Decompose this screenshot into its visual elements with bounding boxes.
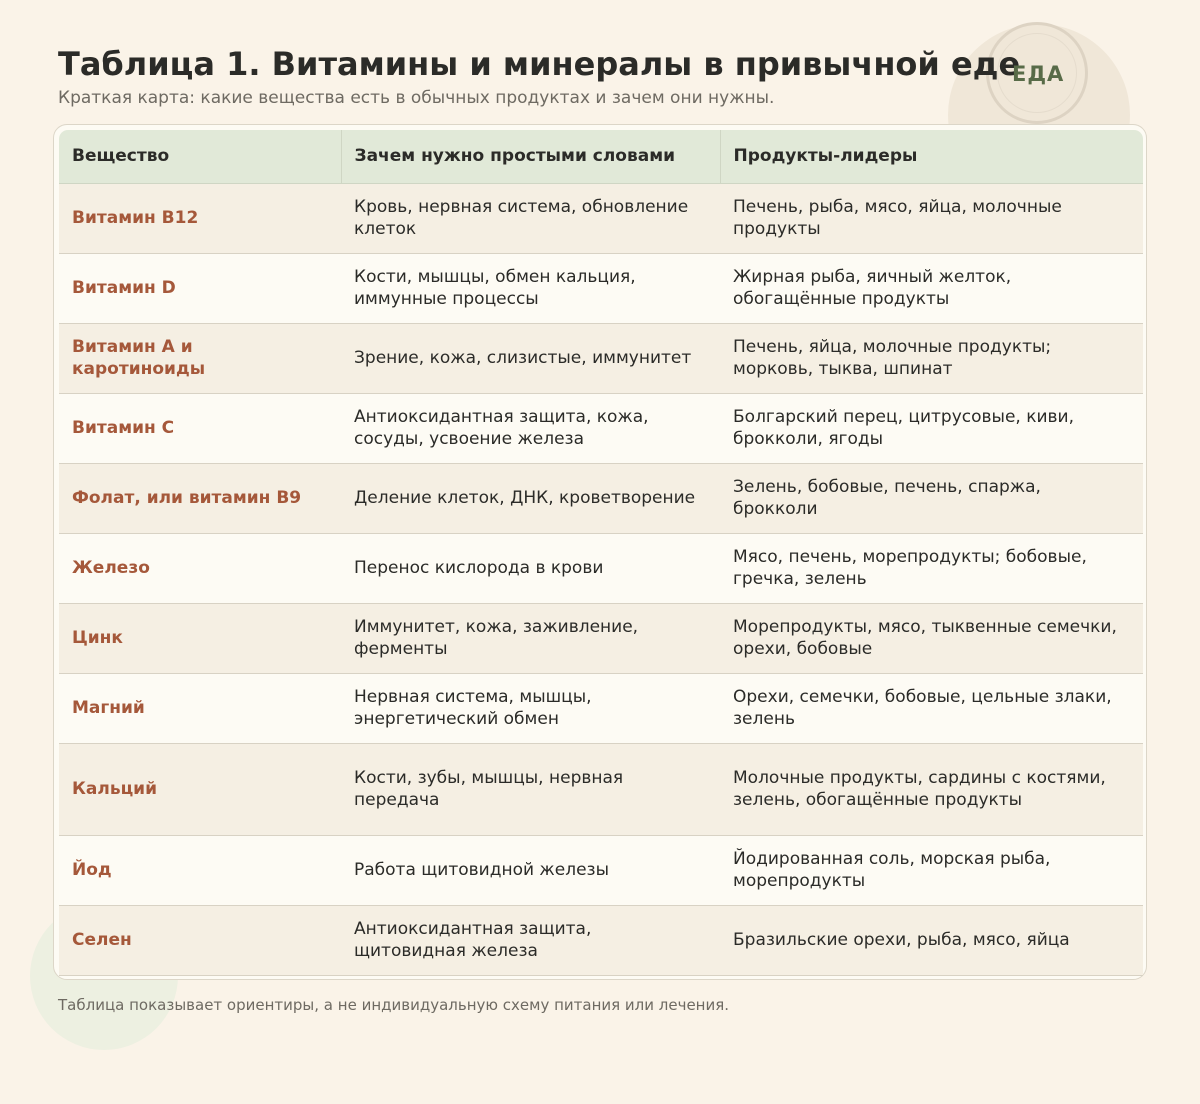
substance-cell: Фолат, или витамин B9 (59, 463, 341, 533)
substance-cell: Йод (59, 835, 341, 905)
substance-cell: Магний (59, 673, 341, 743)
page-title: Таблица 1. Витамины и минералы в привычной еде (58, 45, 1021, 83)
table-row (59, 743, 1143, 835)
foods-cell: Зелень, бобовые, печень, спаржа, брокколи (720, 463, 1143, 533)
foods-cell: Молочные продукты, сардины с костями, зелень, обогащённые продукты (720, 743, 1143, 835)
substance-cell: Витамин C (59, 393, 341, 463)
foods-cell: Печень, яйца, молочные продукты; морковь, тыква, шпинат (720, 323, 1143, 393)
purpose-cell: Перенос кислорода в крови (341, 533, 720, 603)
substance-cell: Селен (59, 905, 341, 975)
foods-cell: Печень, рыба, мясо, яйца, молочные продукты (720, 183, 1143, 253)
purpose-cell: Кости, мышцы, обмен кальция, иммунные процессы (341, 253, 720, 323)
foods-cell: Орехи, семечки, бобовые, цельные злаки, зелень (720, 673, 1143, 743)
table-row (59, 253, 1143, 323)
purpose-cell: Кровь, нервная система, обновление клеток (341, 183, 720, 253)
nutrients-table (59, 130, 1143, 976)
purpose-cell: Деление клеток, ДНК, кроветворение (341, 463, 720, 533)
purpose-cell: Кости, зубы, мышцы, нервная передача (341, 743, 720, 835)
purpose-cell: Антиоксидантная защита, щитовидная железа (341, 905, 720, 975)
table-row (59, 463, 1143, 533)
table-row (59, 323, 1143, 393)
table-row (59, 603, 1143, 673)
purpose-cell: Антиоксидантная защита, кожа, сосуды, усвоение железа (341, 393, 720, 463)
foods-cell: Морепродукты, мясо, тыквенные семечки, орехи, бобовые (720, 603, 1143, 673)
table-header-row (59, 130, 1143, 183)
purpose-cell: Иммунитет, кожа, заживление, ферменты (341, 603, 720, 673)
table-row (59, 183, 1143, 253)
foods-cell: Йодированная соль, морская рыба, морепродукты (720, 835, 1143, 905)
substance-cell: Витамин B12 (59, 183, 341, 253)
page-subtitle: Краткая карта: какие вещества есть в обычных продуктах и зачем они нужны. (58, 88, 775, 108)
purpose-cell: Зрение, кожа, слизистые, иммунитет (341, 323, 720, 393)
column-header-substance: Вещество (59, 130, 341, 183)
substance-cell: Железо (59, 533, 341, 603)
purpose-cell: Нервная система, мышцы, энергетический обмен (341, 673, 720, 743)
foods-cell: Бразильские орехи, рыба, мясо, яйца (720, 905, 1143, 975)
table-row (59, 533, 1143, 603)
foods-cell: Мясо, печень, морепродукты; бобовые, гречка, зелень (720, 533, 1143, 603)
foods-cell: Жирная рыба, яичный желток, обогащённые продукты (720, 253, 1143, 323)
column-header-purpose: Зачем нужно простыми словами (341, 130, 720, 183)
table-card (53, 124, 1147, 980)
purpose-cell: Работа щитовидной железы (341, 835, 720, 905)
substance-cell: Кальций (59, 743, 341, 835)
table-row (59, 393, 1143, 463)
substance-cell: Витамин D (59, 253, 341, 323)
table-row (59, 673, 1143, 743)
foods-cell: Болгарский перец, цитрусовые, киви, брокколи, ягоды (720, 393, 1143, 463)
table-row (59, 905, 1143, 975)
substance-cell: Цинк (59, 603, 341, 673)
column-header-foods: Продукты-лидеры (720, 130, 1143, 183)
substance-cell: Витамин A и каротиноиды (59, 323, 341, 393)
stamp-label: ЕДА (1012, 62, 1065, 86)
table-row (59, 835, 1143, 905)
table-footnote: Таблица показывает ориентиры, а не индивидуальную схему питания или лечения. (58, 996, 730, 1014)
